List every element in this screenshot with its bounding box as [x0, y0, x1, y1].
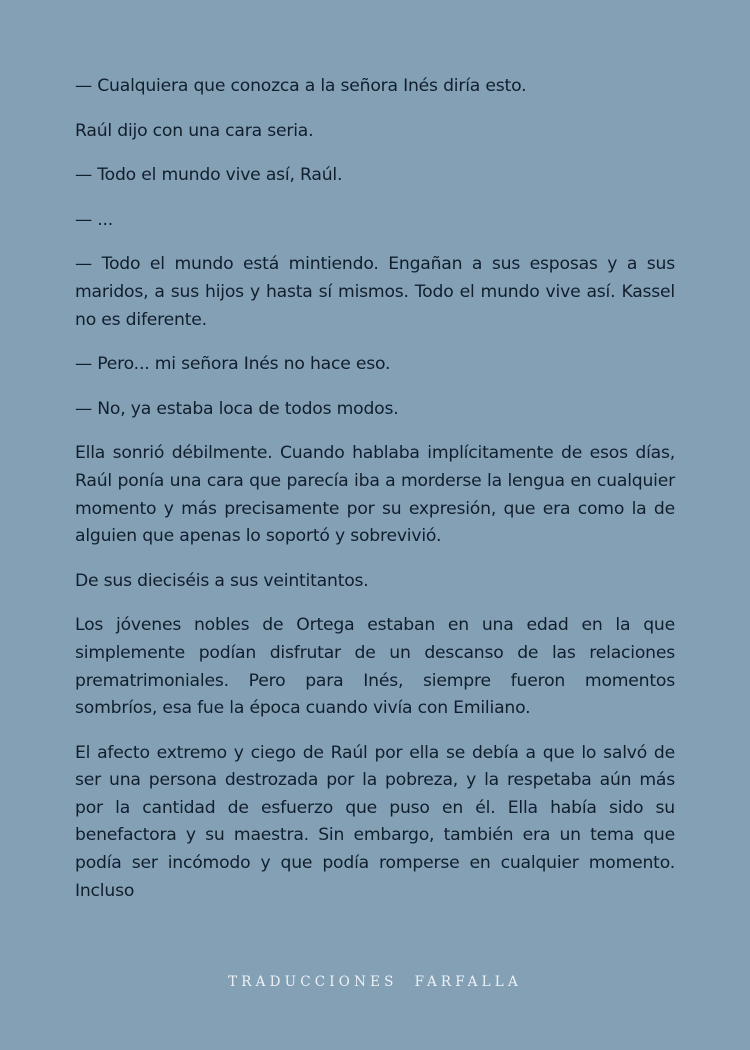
page-body — [75, 73, 675, 922]
paragraph: — Cualquiera que conozca a la señora Inés diría esto. — [75, 76, 527, 96]
paragraph: — ... — [75, 209, 114, 230]
paragraph: — Todo el mundo vive así, Raúl. — [75, 165, 343, 186]
paragraph: Ella sonrió débilmente. Cuando hablaba implícitamente de esos días, Raúl ponía una cara que parecía iba a morderse la lengua en cualquier momento y más precisamente por su expresión, que era como la de alguien que apenas lo soportó y sobrevivió. — [75, 443, 675, 547]
paragraph: — Pero... mi señora Inés no hace eso. — [75, 354, 391, 375]
paragraph: Raúl dijo con una cara seria. — [75, 120, 314, 141]
translator-credit: TRADUCCIONES FARFALLA — [228, 974, 522, 990]
paragraph: Los jóvenes nobles de Ortega estaban en una edad en la que simplemente podían disfrutar de un descanso de las relaciones prematrimoniales. Pero para Inés, siempre fueron momentos sombríos, esa fue la época cuando vivía con Emiliano. — [75, 615, 675, 719]
paragraph: — Todo el mundo está mintiendo. Engañan a sus esposas y a sus maridos, a sus hijos y hasta sí mismos. Todo el mundo vive así. Kassel no es diferente. — [75, 254, 675, 330]
paragraph: De sus dieciséis a sus veintitantos. — [75, 570, 369, 591]
paragraph: El afecto extremo y ciego de Raúl por ella se debía a que lo salvó de ser una persona destrozada por la pobreza, y la respetaba aún más por la cantidad de esfuerzo que puso en él. Ella había sido su benefactora y su maestra. Sin embargo, también era un tema que podía ser incómodo y que podía romperse en cualquier momento. Incluso — [75, 742, 675, 901]
paragraph: — No, ya estaba loca de todos modos. — [75, 398, 399, 419]
